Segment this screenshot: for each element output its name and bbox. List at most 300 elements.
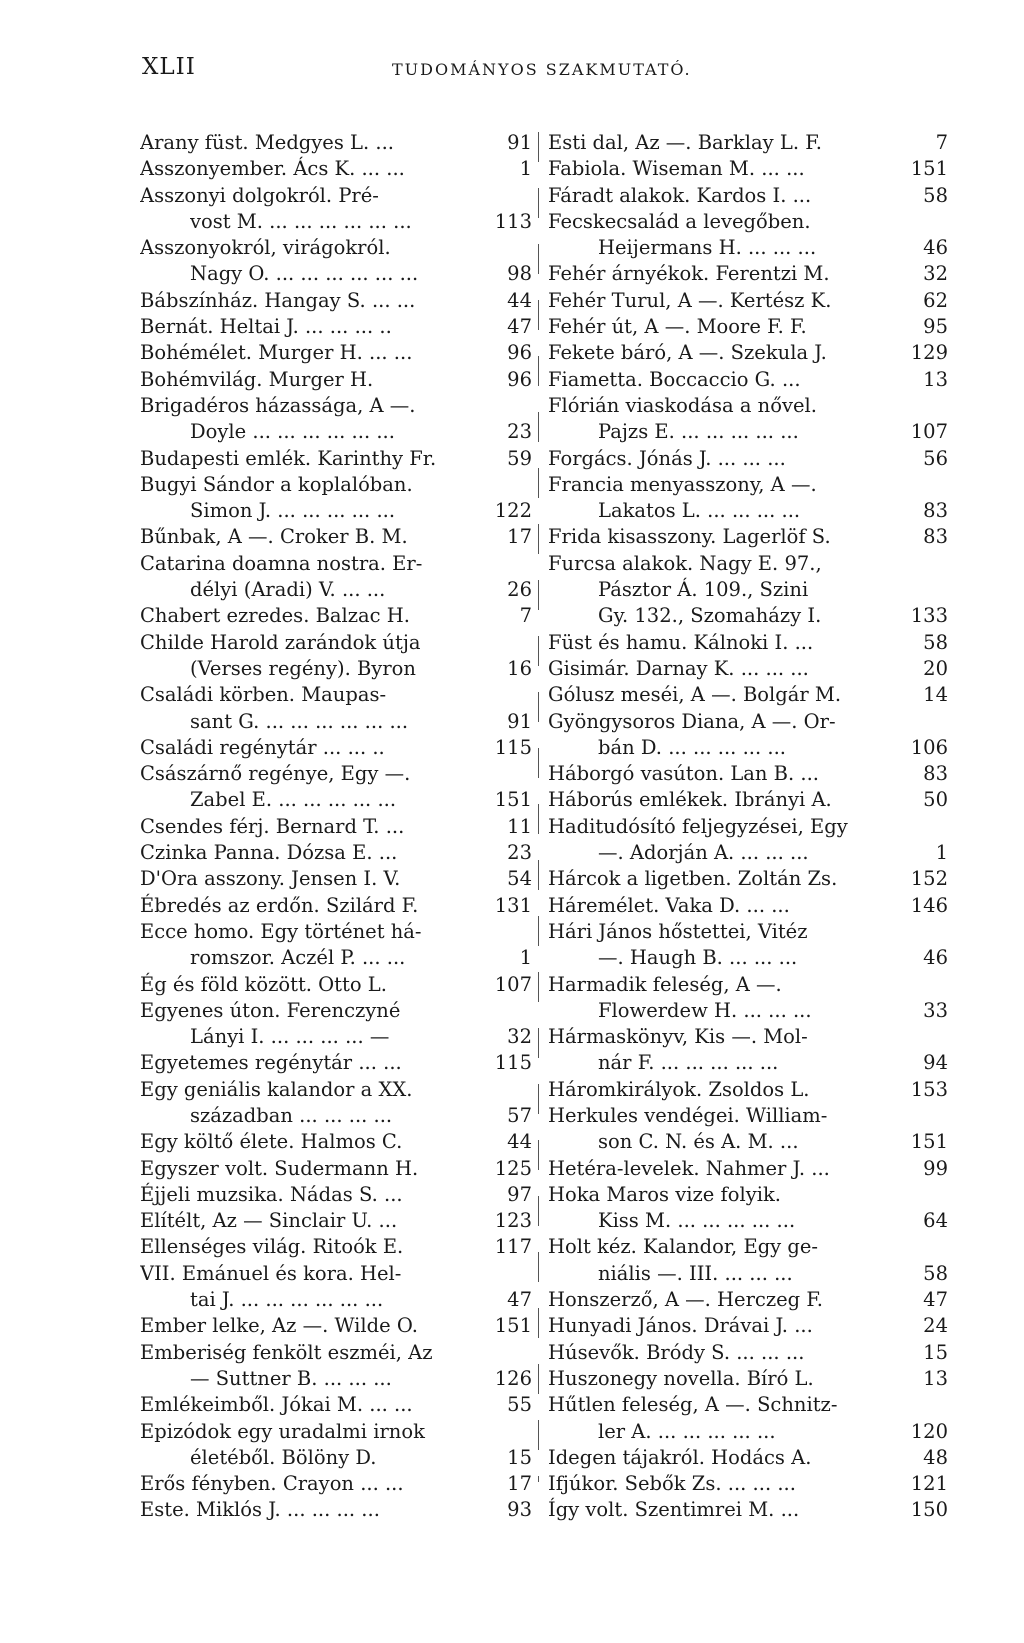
index-entry-page: 125 (494, 1156, 532, 1180)
index-entry (140, 156, 532, 182)
index-entry-page: 115 (494, 1051, 532, 1075)
index-entry-title: Honszerző, A —. Herczeg F. (548, 1288, 824, 1312)
index-entry (548, 1103, 948, 1129)
index-entry (140, 1497, 532, 1523)
index-entry (548, 656, 948, 682)
column-divider (538, 132, 539, 1482)
index-entry (140, 893, 532, 919)
index-entry-title: Pásztor Á. 109., Szini (598, 578, 809, 602)
index-entry-page (526, 1419, 532, 1445)
index-entry-page: 23 (507, 420, 532, 444)
index-entry-page (942, 814, 948, 840)
index-entry (548, 709, 948, 735)
index-entry (140, 656, 532, 682)
index-entry-title: Emlékeimből. Jókai M. ... ... (140, 1393, 413, 1417)
index-entry-title: Bűnbak, A —. Croker B. M. (140, 525, 408, 549)
index-entry (548, 1471, 948, 1497)
index-entry (548, 288, 948, 314)
index-entry (548, 1234, 948, 1260)
index-entry-page (526, 998, 532, 1024)
index-entry (140, 1129, 532, 1155)
index-entry-page: 55 (507, 1393, 532, 1417)
index-entry-title: (Verses regény). Byron (190, 656, 416, 680)
index-entry (140, 235, 532, 261)
index-entry (140, 787, 532, 813)
index-entry-page: 151 (910, 157, 948, 181)
index-entry (140, 1182, 532, 1208)
index-entry-title: Csendes férj. Bernard T. ... (140, 814, 405, 838)
index-entry (140, 1261, 532, 1287)
index-entry-page: 33 (923, 998, 948, 1022)
index-entry-title: Este. Miklós J. ... ... ... ... (140, 1498, 380, 1522)
index-entry-title: D'Ora asszony. Jensen I. V. (140, 867, 401, 891)
index-entry-title: Heijermans H. ... ... ... (598, 236, 817, 260)
index-entry-page (942, 1182, 948, 1208)
index-entry (548, 498, 948, 524)
index-entry-page (942, 972, 948, 998)
index-entry-page (526, 919, 532, 945)
index-entry (548, 998, 948, 1024)
index-entry-page (942, 1103, 948, 1129)
index-entry-title: Háremélet. Vaka D. ... ... (548, 893, 790, 917)
page-number: XLII (142, 54, 196, 80)
index-entry (140, 446, 532, 472)
index-entry (548, 1182, 948, 1208)
index-entry-page: 152 (910, 867, 948, 891)
index-entry-title: Epizódok egy uradalmi irnok (140, 1419, 425, 1443)
index-entry (140, 1445, 532, 1471)
index-entry-page: 95 (923, 315, 948, 339)
index-entry (548, 1445, 948, 1471)
index-entry-page: 1 (519, 157, 532, 181)
index-entry-title: Hármaskönyv, Kis —. Mol- (548, 1025, 808, 1049)
index-entry-title: Erős fényben. Crayon ... ... (140, 1472, 404, 1496)
index-entry (140, 919, 532, 945)
index-entry (548, 577, 948, 603)
index-entry (548, 314, 948, 340)
index-entry (548, 866, 948, 892)
index-entry-title: Egyenes úton. Ferenczyné (140, 998, 401, 1022)
index-entry-page: 83 (923, 762, 948, 786)
index-entry (548, 630, 948, 656)
index-entry (140, 183, 532, 209)
index-entry-title: Flórián viaskodása a nővel. (548, 393, 817, 417)
index-entry-title: Asszonyokról, virágokról. (140, 236, 391, 260)
index-entry-page: 47 (923, 1288, 948, 1312)
index-entry (548, 130, 948, 156)
index-entry-title: Childe Harold zarándok útja (140, 630, 421, 654)
index-entry-title: Emberiség fenkölt eszméi, Az (140, 1340, 433, 1364)
index-entry-page: 24 (923, 1314, 948, 1338)
index-entry (140, 866, 532, 892)
index-entry-page: 122 (494, 499, 532, 523)
index-entry-page: 121 (910, 1472, 948, 1496)
index-entry-page: 47 (507, 1288, 532, 1312)
index-entry (140, 1156, 532, 1182)
index-entry-page: 54 (507, 867, 532, 891)
index-entry (140, 393, 532, 419)
index-column-right (548, 130, 948, 1524)
index-entry-title: Fáradt alakok. Kardos I. ... (548, 183, 812, 207)
index-entry (548, 235, 948, 261)
index-entry-title: Ellenséges világ. Ritoók E. (140, 1235, 404, 1259)
index-entry (140, 1419, 532, 1445)
index-entry (548, 183, 948, 209)
index-entry (140, 1471, 532, 1497)
index-entry (140, 1234, 532, 1260)
index-entry-page (942, 709, 948, 735)
index-entry (548, 156, 948, 182)
index-entry (140, 761, 532, 787)
index-entry (548, 840, 948, 866)
index-entry-page: 96 (507, 341, 532, 365)
index-entry (548, 1261, 948, 1287)
index-entry-page: 46 (923, 236, 948, 260)
running-title: TUDOMÁNYOS SZAKMUTATÓ. (392, 60, 692, 79)
index-entry-page: 15 (507, 1445, 532, 1469)
index-entry-page: 151 (910, 1130, 948, 1154)
index-entry-title: Gyöngysoros Diana, A —. Or- (548, 709, 836, 733)
index-entry (548, 1497, 948, 1523)
index-entry-title: Hári János hőstettei, Vitéz (548, 919, 808, 943)
index-entry-title: délyi (Aradi) V. ... ... (190, 578, 386, 602)
index-entry-title: Haditudósító feljegyzései, Egy (548, 814, 848, 838)
index-entry-page: 64 (923, 1209, 948, 1233)
index-entry-title: Herkules vendégei. William- (548, 1103, 828, 1127)
index-entry (140, 498, 532, 524)
index-entry-page: 13 (923, 367, 948, 391)
index-entry-page: 26 (507, 578, 532, 602)
index-entry-title: Kiss M. ... ... ... ... ... (598, 1209, 796, 1233)
index-entry-title: Holt kéz. Kalandor, Egy ge- (548, 1235, 819, 1259)
index-entry-title: Hoka Maros vize folyik. (548, 1182, 781, 1206)
index-entry-title: Füst és hamu. Kálnoki I. ... (548, 630, 814, 654)
index-entry (548, 814, 948, 840)
index-entry-title: Egy geniális kalandor a XX. (140, 1077, 413, 1101)
index-entry-title: Családi körben. Maupas- (140, 683, 387, 707)
index-entry-title: vost M. ... ... ... ... ... ... (190, 209, 412, 233)
index-entry-page (526, 393, 532, 419)
index-entry-page (942, 919, 948, 945)
index-entry-title: nár F. ... ... ... ... ... (598, 1051, 779, 1075)
index-entry (548, 1077, 948, 1103)
index-entry (140, 1050, 532, 1076)
index-entry-title: —. Haugh B. ... ... ... (598, 946, 798, 970)
index-entry (548, 893, 948, 919)
index-entry-title: században ... ... ... ... (190, 1103, 393, 1127)
index-entry-page: 131 (494, 893, 532, 917)
index-entry-page: 129 (910, 341, 948, 365)
index-entry-page: 50 (923, 788, 948, 812)
index-entry-page (942, 209, 948, 235)
index-entry-title: Bábszínház. Hangay S. ... ... (140, 288, 416, 312)
index-entry-page: 48 (923, 1445, 948, 1469)
index-entry (140, 814, 532, 840)
index-entry-page: 151 (494, 788, 532, 812)
index-entry-title: Asszonyember. Ács K. ... ... (140, 157, 405, 181)
index-entry-page: 120 (910, 1419, 948, 1443)
index-entry-title: Egyszer volt. Sudermann H. (140, 1156, 419, 1180)
index-entry-page: 94 (923, 1051, 948, 1075)
index-entry (140, 1077, 532, 1103)
index-entry-title: Esti dal, Az —. Barklay L. F. (548, 131, 822, 154)
index-entry-page: 83 (923, 499, 948, 523)
index-entry-title: Gy. 132., Szomaházy I. (598, 604, 822, 628)
index-entry-title: Idegen tájakról. Hodács A. (548, 1445, 812, 1469)
index-entry (548, 393, 948, 419)
index-entry-title: sant G. ... ... ... ... ... ... (190, 709, 409, 733)
index-entry-page: 97 (507, 1182, 532, 1206)
index-entry-page (942, 577, 948, 603)
index-entry (548, 972, 948, 998)
index-entry (140, 945, 532, 971)
index-entry (140, 472, 532, 498)
index-entry-title: niális —. III. ... ... ... (598, 1261, 793, 1285)
index-entry (548, 1366, 948, 1392)
index-entry (548, 1287, 948, 1313)
index-entry-page: 93 (507, 1498, 532, 1522)
index-entry (140, 419, 532, 445)
index-entry-page: 20 (923, 656, 948, 680)
index-entry-title: — Suttner B. ... ... ... (190, 1366, 392, 1390)
index-entry-page: 106 (910, 735, 948, 759)
index-entry (548, 472, 948, 498)
index-entry (548, 1392, 948, 1418)
index-entry-page: 23 (507, 841, 532, 865)
index-entry (140, 340, 532, 366)
index-entry (140, 709, 532, 735)
index-entry-title: Ecce homo. Egy történet há- (140, 919, 422, 943)
index-entry-page: 96 (507, 367, 532, 391)
index-entry-title: Francia menyasszony, A —. (548, 472, 817, 496)
index-entry-page: 62 (923, 288, 948, 312)
index-entry (140, 1208, 532, 1234)
index-entry-title: Fekete báró, A —. Szekula J. (548, 341, 827, 365)
index-entry (140, 551, 532, 577)
index-entry (140, 1287, 532, 1313)
index-entry-page: 1 (519, 946, 532, 970)
index-entry-page: 151 (494, 1314, 532, 1338)
index-entry (548, 1024, 948, 1050)
index-entry (548, 209, 948, 235)
index-entry-page: 57 (507, 1103, 532, 1127)
index-entry-page: 99 (923, 1156, 948, 1180)
index-entry (548, 603, 948, 629)
index-entry-page: 16 (507, 656, 532, 680)
index-entry (548, 1129, 948, 1155)
index-entry (140, 998, 532, 1024)
index-entry-page: 153 (910, 1077, 948, 1101)
index-entry-page: 107 (494, 972, 532, 996)
index-entry (548, 524, 948, 550)
index-entry (548, 1340, 948, 1366)
index-entry (140, 1392, 532, 1418)
index-entry-page (526, 472, 532, 498)
index-entry-page: 56 (923, 446, 948, 470)
index-entry (548, 761, 948, 787)
index-entry-page: 113 (494, 209, 532, 233)
index-entry-title: Gólusz meséi, A —. Bolgár M. (548, 683, 842, 707)
index-entry-title: ler A. ... ... ... ... ... (598, 1419, 776, 1443)
index-entry-page (526, 630, 532, 656)
index-entry (140, 630, 532, 656)
index-entry-page: 1 (935, 841, 948, 865)
index-entry-title: Bohémélet. Murger H. ... ... (140, 341, 413, 365)
index-entry-title: Családi regénytár ... ... .. (140, 735, 385, 759)
index-entry-page (942, 1392, 948, 1418)
index-entry-page: 44 (507, 288, 532, 312)
index-entry-title: Háborús emlékek. Ibrányi A. (548, 788, 832, 812)
index-entry-page: 117 (494, 1235, 532, 1259)
index-entry-title: Gisimár. Darnay K. ... ... ... (548, 656, 809, 680)
index-entry-title: tai J. ... ... ... ... ... ... (190, 1288, 384, 1312)
index-entry-title: Zabel E. ... ... ... ... ... (190, 788, 397, 812)
index-entry-title: Fehér Turul, A —. Kertész K. (548, 288, 832, 312)
index-entry-title: Forgács. Jónás J. ... ... ... (548, 446, 786, 470)
index-entry (548, 1208, 948, 1234)
index-entry-page: 17 (507, 1472, 532, 1496)
index-entry-title: Fiametta. Boccaccio G. ... (548, 367, 801, 391)
index-entry-page: 59 (507, 446, 532, 470)
index-entry-title: Budapesti emlék. Karinthy Fr. (140, 446, 437, 470)
index-entry-title: Arany füst. Medgyes L. ... (140, 131, 394, 154)
index-entry-page: 146 (910, 893, 948, 917)
index-entry-title: Doyle ... ... ... ... ... ... (190, 420, 395, 444)
index-entry (140, 130, 532, 156)
index-entry (548, 551, 948, 577)
index-entry (140, 1024, 532, 1050)
index-entry-page (526, 1261, 532, 1287)
index-entry-title: VII. Emánuel és kora. Hel- (140, 1261, 402, 1285)
index-entry (548, 735, 948, 761)
index-entry-page: 11 (507, 814, 532, 838)
index-entry-page: 17 (507, 525, 532, 549)
index-entry-title: bán D. ... ... ... ... ... (598, 735, 786, 759)
index-entry-title: romszor. Aczél P. ... ... (190, 946, 406, 970)
index-entry (140, 209, 532, 235)
index-entry-page: 58 (923, 1261, 948, 1285)
index-entry (548, 261, 948, 287)
index-entry-page: 7 (519, 604, 532, 628)
index-entry (140, 840, 532, 866)
index-entry (548, 1050, 948, 1076)
index-entry (548, 1313, 948, 1339)
index-entry (548, 1156, 948, 1182)
index-entry-title: Fehér út, A —. Moore F. F. (548, 315, 807, 339)
index-entry-title: Háromkirályok. Zsoldos L. (548, 1077, 810, 1101)
index-entry-title: Lányi I. ... ... ... ... — (190, 1025, 390, 1049)
index-entry-title: Bernát. Heltai J. ... ... ... .. (140, 315, 392, 339)
index-entry-title: Császárnő regénye, Egy —. (140, 762, 411, 786)
index-entry-title: Fabiola. Wiseman M. ... ... (548, 157, 805, 181)
index-entry (140, 367, 532, 393)
index-entry-page: 7 (935, 131, 948, 154)
index-entry-page: 126 (494, 1366, 532, 1390)
index-entry (548, 340, 948, 366)
index-entry (140, 735, 532, 761)
index-entry-title: Czinka Panna. Dózsa E. ... (140, 841, 398, 865)
index-entry (548, 945, 948, 971)
index-entry-page: 123 (494, 1209, 532, 1233)
index-entry-page: 115 (494, 735, 532, 759)
index-entry (140, 314, 532, 340)
index-entry-title: Éjjeli muzsika. Nádas S. ... (140, 1182, 403, 1206)
index-entry-title: —. Adorján A. ... ... ... (598, 841, 809, 865)
index-entry-page (526, 1077, 532, 1103)
index-entry-page: 91 (507, 709, 532, 733)
index-entry (140, 682, 532, 708)
index-entry-page: 107 (910, 420, 948, 444)
index-entry-page: 58 (923, 630, 948, 654)
index-entry-title: Lakatos L. ... ... ... ... (598, 499, 801, 523)
index-entry-title: Brigadéros házassága, A —. (140, 393, 416, 417)
index-entry (140, 577, 532, 603)
index-entry-title: Furcsa alakok. Nagy E. 97., (548, 551, 822, 575)
index-entry-title: Nagy O. ... ... ... ... ... ... (190, 262, 419, 286)
index-entry-title: Ifjúkor. Sebők Zs. ... ... ... (548, 1472, 796, 1496)
index-entry (140, 603, 532, 629)
index-entry-title: son C. N. és A. M. ... (598, 1130, 799, 1154)
index-entry-page: 44 (507, 1130, 532, 1154)
index-entry-page (526, 682, 532, 708)
index-entry-title: Húsevők. Bródy S. ... ... ... (548, 1340, 805, 1364)
index-entry-page (942, 472, 948, 498)
index-entry-title: Hetéra-levelek. Nahmer J. ... (548, 1156, 830, 1180)
index-entry (548, 419, 948, 445)
index-entry-page: 91 (507, 131, 532, 154)
index-entry-page (526, 761, 532, 787)
index-entry (548, 919, 948, 945)
index-entry (140, 288, 532, 314)
index-entry-title: Háborgó vasúton. Lan B. ... (548, 762, 819, 786)
index-entry (140, 524, 532, 550)
index-entry-title: Ember lelke, Az —. Wilde O. (140, 1314, 418, 1338)
index-entry-title: Hunyadi János. Drávai J. ... (548, 1314, 813, 1338)
index-entry-title: Pajzs E. ... ... ... ... ... (598, 420, 799, 444)
index-entry (140, 1366, 532, 1392)
index-entry-title: Catarina doamna nostra. Er- (140, 551, 423, 575)
index-entry-title: Ég és föld között. Otto L. (140, 972, 387, 996)
index-entry (548, 787, 948, 813)
index-entry-title: Simon J. ... ... ... ... ... (190, 499, 396, 523)
index-entry (548, 367, 948, 393)
index-entry-page (942, 551, 948, 577)
index-entry (548, 446, 948, 472)
index-entry-title: Huszonegy novella. Bíró L. (548, 1366, 814, 1390)
index-entry (548, 1419, 948, 1445)
index-entry-page: 32 (507, 1025, 532, 1049)
index-entry (140, 972, 532, 998)
index-entry-page: 14 (923, 683, 948, 707)
index-entry-page: 133 (910, 604, 948, 628)
index-entry-page (526, 183, 532, 209)
index-entry-title: Asszonyi dolgokról. Pré- (140, 183, 379, 207)
index-entry-page (526, 1340, 532, 1366)
page-header (142, 54, 962, 94)
index-entry-title: Frida kisasszony. Lagerlöf S. (548, 525, 831, 549)
index-entry-page (526, 235, 532, 261)
index-entry-page (526, 551, 532, 577)
index-entry-page (942, 1234, 948, 1260)
index-entry (140, 261, 532, 287)
index-entry-title: Elítélt, Az — Sinclair U. ... (140, 1209, 398, 1233)
index-entry-title: életéből. Bölöny D. (190, 1445, 377, 1469)
index-entry-title: Hárcok a ligetben. Zoltán Zs. (548, 867, 838, 891)
index-column-left (140, 130, 532, 1524)
index-entry-page (942, 1024, 948, 1050)
index-entry-title: Chabert ezredes. Balzac H. (140, 604, 411, 628)
index-entry-title: Ébredés az erdőn. Szilárd F. (140, 893, 419, 917)
